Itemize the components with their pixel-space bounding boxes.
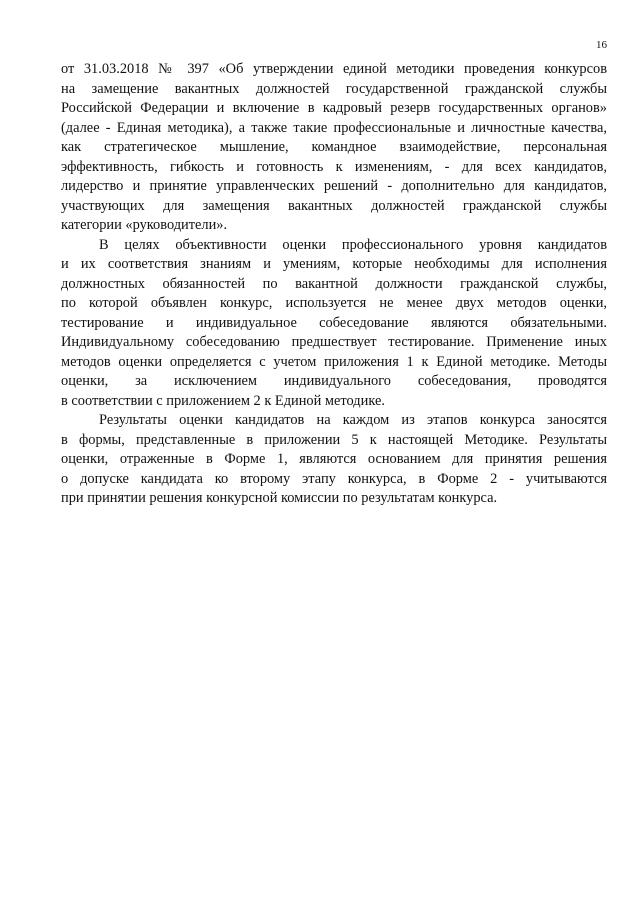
- text-line: в формы, представленные в приложении 5 к настоящей Методике. Результаты: [61, 431, 607, 448]
- text-line: тестирование и индивидуальное собеседование являются обязательными.: [61, 314, 607, 331]
- document-body: [61, 60, 607, 509]
- text-line: оценки, отраженные в Форме 1, являются основанием для принятия решения: [61, 451, 607, 467]
- text-line: о допуске кандидата ко второму этапу конкурса, в Форме 2 - учитываются: [61, 470, 607, 487]
- text-line: по которой объявлен конкурс, используется не менее двух методов оценки,: [61, 295, 607, 311]
- text-line: Результаты оценки кандидатов на каждом из этапов конкурса заносятся: [99, 412, 607, 428]
- text-line: как стратегическое мышление, командное взаимодействие, персональная: [61, 139, 607, 155]
- text-line: в соответствии с приложением 2 к Единой методике.: [61, 392, 385, 409]
- text-line: участвующих для замещения вакантных должностей гражданской службы: [61, 197, 607, 214]
- text-line: оценки, за исключением индивидуального собеседования, проводятся: [61, 373, 607, 389]
- paragraph-2: [61, 236, 607, 412]
- text-line: на замещение вакантных должностей государственной гражданской службы: [61, 80, 607, 97]
- text-line: эффективность, гибкость и готовность к изменениям, - для всех кандидатов,: [61, 158, 607, 175]
- text-line: (далее - Единая методика), а также такие профессиональные и личностные качества,: [61, 119, 607, 136]
- text-line: лидерство и принятие управленческих решений - дополнительно для кандидатов,: [61, 178, 607, 194]
- text-line: от 31.03.2018 № 397 «Об утверждении единой методики проведения конкурсов: [61, 61, 607, 77]
- text-line: при принятии решения конкурсной комиссии по результатам конкурса.: [61, 490, 498, 506]
- paragraph-3: [61, 411, 607, 509]
- text-line: методов оценки определяется с учетом приложения 1 к Единой методике. Методы: [61, 353, 607, 370]
- text-line: должностных обязанностей по вакантной должности гражданской службы,: [61, 275, 607, 292]
- text-line: категории «руководители».: [61, 217, 228, 233]
- text-line: и их соответствия знаниям и умениям, которые необходимы для исполнения: [61, 256, 607, 272]
- text-line: Индивидуальному собеседованию предшествует тестирование. Применение иных: [61, 334, 607, 350]
- text-line: В целях объективности оценки профессионального уровня кандидатов: [99, 236, 607, 253]
- paragraph-1: [61, 60, 607, 236]
- page-number: 16: [596, 39, 607, 51]
- text-line: Российской Федерации и включение в кадровый резерв государственных органов»: [61, 100, 607, 116]
